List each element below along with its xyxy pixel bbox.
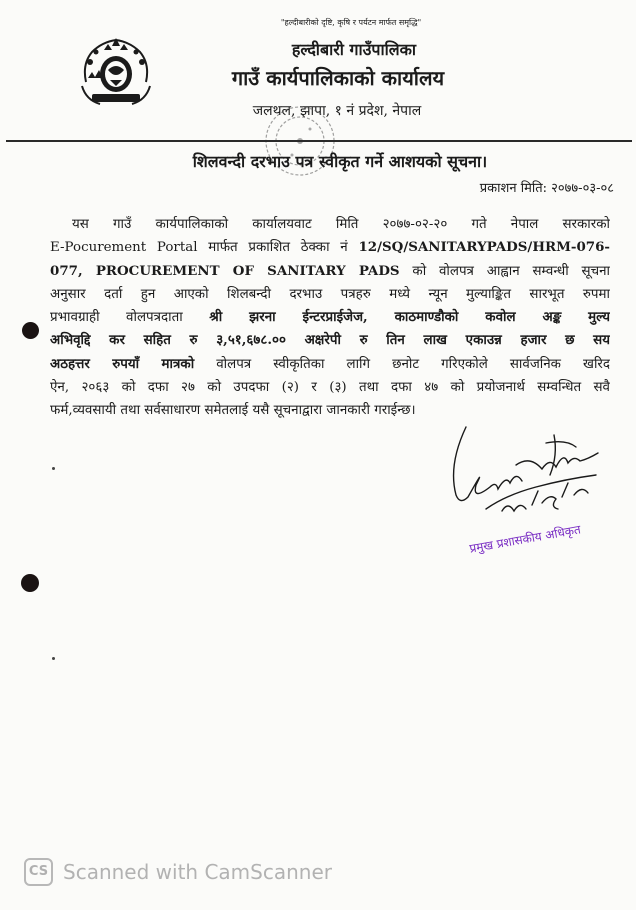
publication-date: प्रकाशन मिति: २०७७-०३-०८ [479, 181, 614, 196]
scan-speck [52, 467, 55, 470]
body-line: अनुसार दर्ता हुन आएको शिलबन्दी दरभाउ पत्रहरु मध्ये न्यून मुल्याङ्कित सारभूत रुपमा [50, 286, 610, 302]
office-name: गाउँ कार्यपालिकाको कार्यालय [231, 66, 445, 90]
body-text-segment: प्रभावग्राही वोलपत्रदाता [50, 310, 210, 326]
body-line: यस गाउँ कार्यपालिकाको कार्यालयवाट मिति २०७७-०२-२० गते नेपाल सरकारको [72, 217, 610, 232]
notice-body [50, 213, 610, 423]
body-line: फर्म,व्यवसायी तथा सर्वसाधारण समेतलाई यसै सूचनाद्वारा जानकारी गराईन्छ। [50, 403, 416, 419]
body-line [50, 306, 610, 329]
hole-punch [22, 322, 39, 339]
camscanner-logo-icon: CS [24, 858, 53, 886]
bid-amount-line: अभिवृद्दि कर सहित रु ३,५१,६७८.०० अक्षरेपी रु तिन लाख एकाउन्न हजार छ सय [50, 332, 610, 349]
body-text-segment: E-Pocurement Portal मार्फत प्रकाशित ठेक्का नं [50, 240, 359, 256]
tender-title: 077, PROCUREMENT OF SANITARY PADS [50, 262, 400, 279]
camscanner-label: Scanned with CamScanner [63, 860, 332, 884]
header-divider [6, 140, 632, 142]
scan-speck [52, 657, 55, 660]
office-address: जलथल, झापा, १ नं प्रदेश, नेपाल [252, 103, 422, 119]
municipality-name: हल्दीबारी गाउँपालिका [291, 40, 417, 59]
tender-number: 12/SQ/SANITARYPADS/HRM-076- [358, 239, 610, 256]
body-text-segment: वोलपत्र स्वीकृतिका लागि छनोट गरिएकोले सार्वजनिक खरिद [194, 356, 610, 372]
body-line [50, 353, 610, 376]
motto: "हल्दीबारीको दृष्टि, कृषि र पर्यटन मार्फत समृद्धि" [280, 18, 422, 27]
body-line [50, 236, 610, 259]
bid-amount-words: अठहत्तर रुपयाँ मात्रको [50, 355, 195, 372]
body-line: ऐन, २०६३ को दफा २७ को उपदफा (२) र (३) तथा दफा ४७ को प्रयोजनार्थ सम्वन्धित सवै [50, 380, 610, 396]
hole-punch [21, 574, 39, 592]
notice-title: शिलवन्दी दरभाउ पत्र स्वीकृत गर्ने आशयको सूचना। [192, 152, 488, 171]
bidder-name: श्री झरना ईन्टरप्राईजेज, काठमाण्डौको कवोल अङ्क मुल्य [209, 309, 610, 326]
body-text-segment: को वोलपत्र आह्वान सम्वन्धी सूचना [399, 263, 610, 279]
officer-stamp: प्रमुख प्रशासकीय अधिकृत [468, 522, 582, 556]
body-line [50, 260, 610, 283]
handwritten-signature [446, 425, 602, 525]
nepal-emblem-icon [74, 34, 158, 112]
